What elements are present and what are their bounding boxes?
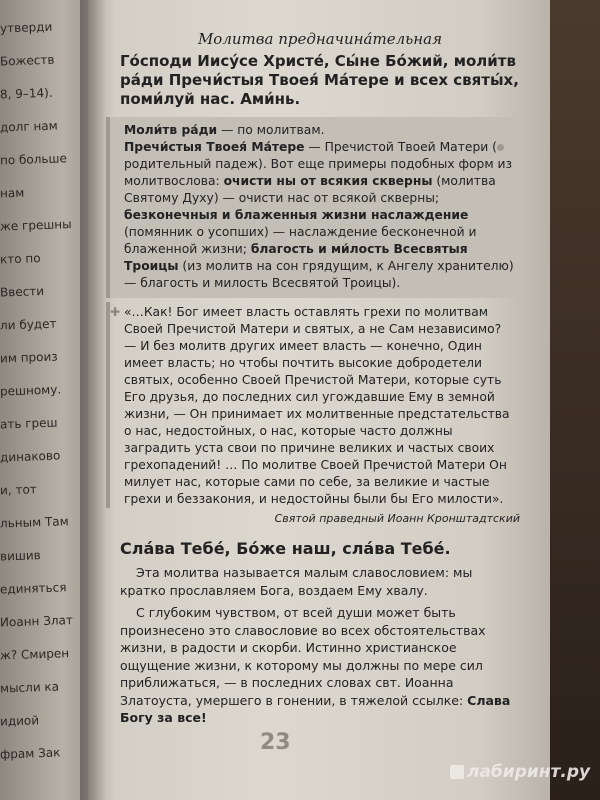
left-page-fragment: им произ: [0, 349, 58, 366]
left-page-fragment: мысли ка: [0, 679, 60, 696]
glossary-definition: родительный падеж). Вот еще примеры подобных форм из молитвослова:: [124, 157, 513, 188]
paragraph: [120, 604, 520, 727]
quote-bar: [106, 302, 110, 508]
left-page-fragment: единяться: [0, 580, 67, 597]
glossary-bar: [106, 117, 110, 298]
spine-shadow: [80, 0, 106, 800]
paragraph-bold: Слава Богу за все!: [120, 692, 511, 725]
watermark: [450, 762, 590, 782]
labirint-logo-icon: [450, 765, 464, 779]
watermark-text: лабиринт.ру: [467, 762, 591, 782]
left-page-fragment: кто по: [0, 251, 41, 267]
left-page-fragment: ли будет: [0, 316, 57, 333]
marker-icon: [497, 144, 504, 151]
left-page-fragment: по больше: [0, 151, 68, 168]
body-text: [120, 564, 520, 727]
left-page-fragment: фрам Зак: [0, 745, 61, 762]
left-page-fragment: ать греш: [0, 415, 58, 432]
left-page-fragment: Иоанн Злат: [0, 612, 74, 630]
left-page-fragment: Ввести: [0, 284, 45, 300]
left-page-fragment: нам: [0, 185, 25, 201]
left-page-fragment: утверди: [0, 19, 53, 36]
left-page-fragment: решному.: [0, 382, 62, 399]
left-page-fragment: 8, 9–14).: [0, 85, 53, 102]
glossary-term: благость и ми́лость Всесвятыя Троицы: [124, 242, 468, 273]
left-page-fragment: ж? Смирен: [0, 646, 70, 663]
glossary-line-2: [124, 139, 514, 292]
left-page-edge: [0, 0, 88, 800]
left-page-fragment: льным Там: [0, 514, 69, 531]
quote-block: [106, 302, 520, 508]
paragraph-text: С глубоким чувством, от всей души может быть произнесено это славословие во всех обстоятельствах жизни, в радости и скорби. Истинно христианское ощущение жизни, к которому мы должны по мере сил приближаться, — в последних словах свт. Иоанна Златоуста, умершего в гонении, в тяжелой ссылке:: [120, 605, 486, 708]
prayer-text: Го́споди Иису́се Христе́, Сы́не Бо́жий, моли́тв ра́ди Пречи́стыя Твоея́ Ма́тере и всех святы́х, поми́луй нас. Ами́нь.: [120, 52, 519, 108]
attribution: Святой праведный Иоанн Кронштадтский: [274, 512, 520, 525]
glossary-term: Пречи́стыя Твоея́ Ма́тере: [124, 140, 305, 154]
glossary-definition: (помянник о усопших) — наслаждение бесконечной и блаженной жизни;: [124, 225, 477, 256]
glossary-definition: — Пречистой Твоей Матери (: [304, 140, 497, 154]
quote-text: «…Как! Бог имеет власть оставлять грехи по молитвам Своей Пречистой Матери и святых, а не Сам независимо? — И без молитв других имеет власть — конечно, Один имеет власть; но чтобы почтить высокие добродетели святых, особенно Своей Пречистой Матери, которые суть Его друзья, до последних сил угождавшие Ему в земной жизни, — Он принимает их молитвенные предстательства о нас, недостойных, о нас, которые часто должны заградить уста свои по причине великих и частых своих грехопадений! … По молитве Своей Пречистой Матери Он милует нас, которые сами по себе, за великие и частые грехи и беззакония, и недостойны были бы Его милости».: [124, 305, 510, 506]
left-page-fragment: Божеств: [0, 52, 55, 69]
left-page-fragment: же грешны: [0, 217, 72, 234]
glossary-definition: — по молитвам.: [217, 123, 325, 137]
page-number: 23: [260, 730, 291, 755]
glossary-line-1: [124, 122, 514, 139]
doxology-heading: Сла́ва Тебе́, Бо́же наш, сла́ва Тебе́.: [120, 539, 451, 558]
section-header: Молитва предначина́тельная: [197, 30, 443, 48]
glossary-definition: (из молитв на сон грядущим, к Ангелу хранителю) — благость и милость Всесвятой Троицы).: [124, 259, 514, 290]
left-page-fragment: долг нам: [0, 118, 58, 135]
page-content: [110, 30, 520, 732]
paragraph: Эта молитва называется малым славословием: мы кратко прославляем Бога, воздаем Ему хвалу.: [120, 565, 473, 598]
left-page-fragment: идиой: [0, 713, 40, 729]
glossary-definition: (молитва Святому Духу) — очисти нас от всякой скверны;: [124, 174, 496, 205]
glossary-box: [106, 117, 520, 298]
glossary-term: очисти ны от всякия скверны: [223, 174, 433, 188]
glossary-term: безконечныя и блаженныя жизни наслаждение: [124, 208, 469, 222]
plus-icon: ✚: [110, 305, 121, 319]
left-page-fragment: вишив: [0, 548, 41, 564]
left-page-fragment: и, тот: [0, 482, 37, 498]
left-page-fragment: динаково: [0, 448, 61, 465]
glossary-term: Моли́тв ра́ди: [124, 123, 218, 137]
